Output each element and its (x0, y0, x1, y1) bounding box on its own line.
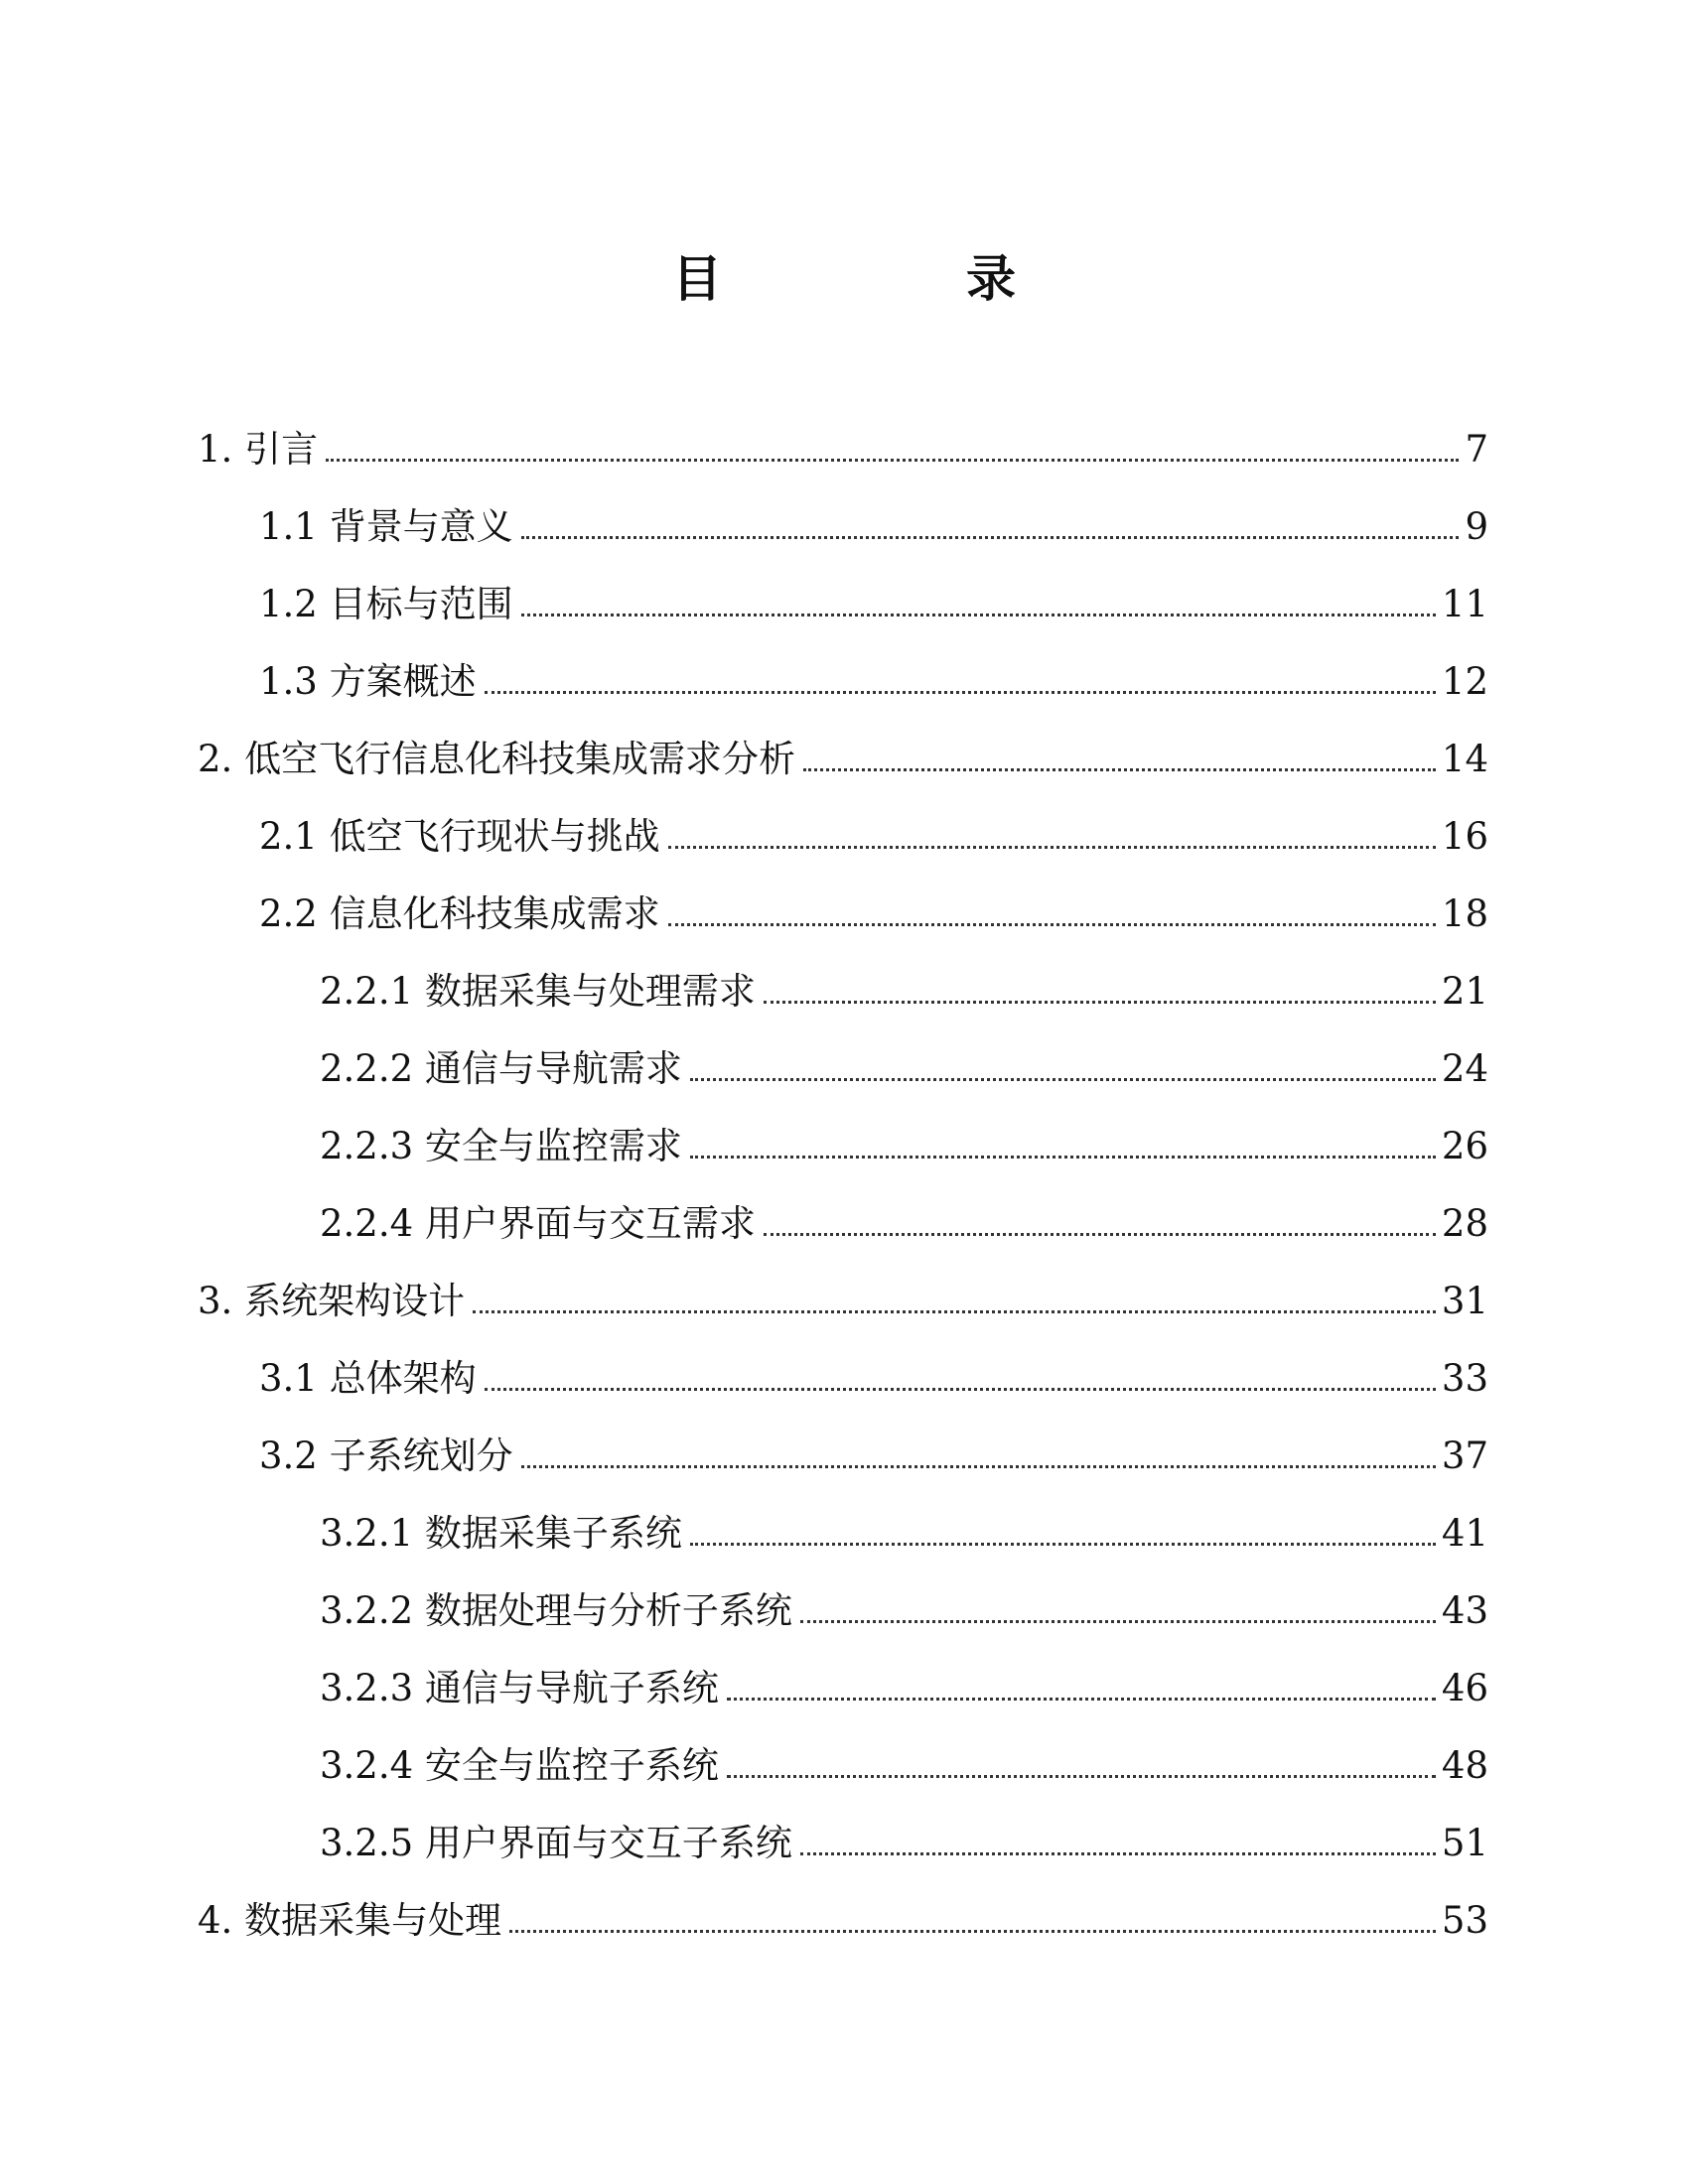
toc-page-number: 7 (1465, 428, 1488, 471)
toc-dot-leader (690, 1078, 1436, 1081)
toc-dot-leader (727, 1698, 1436, 1701)
toc-entry-text: 2. 低空飞行信息化科技集成需求分析 (198, 738, 796, 780)
toc-entry-text: 1.3 方案概述 (259, 660, 477, 703)
toc-dot-leader (803, 768, 1436, 771)
toc-dot-leader (668, 846, 1436, 849)
toc-entry[interactable] (198, 1495, 1488, 1572)
toc-entry-text: 2.2.4 用户界面与交互需求 (320, 1202, 756, 1245)
toc-dot-leader (509, 1930, 1436, 1933)
toc-entry-text: 4. 数据采集与处理 (198, 1899, 502, 1942)
toc-dot-leader (800, 1620, 1436, 1623)
toc-entry-text: 3.2.4 安全与监控子系统 (320, 1744, 719, 1787)
toc-page-number: 48 (1441, 1744, 1488, 1787)
toc-page-number: 12 (1441, 660, 1488, 703)
toc-entry[interactable] (198, 488, 1488, 566)
toc-dot-leader (668, 923, 1436, 926)
toc-page-number: 14 (1441, 738, 1488, 780)
toc-page-number: 11 (1441, 583, 1488, 625)
toc-entry-text: 3. 系统架构设计 (198, 1280, 466, 1322)
toc-entry-text: 3.2 子系统划分 (259, 1434, 513, 1477)
toc-page-number: 9 (1465, 505, 1488, 548)
toc-page-number: 51 (1441, 1822, 1488, 1864)
toc-dot-leader (800, 1852, 1436, 1855)
toc-entry-text: 2.2 信息化科技集成需求 (259, 892, 660, 935)
toc-entry[interactable] (198, 1805, 1488, 1882)
toc-dot-leader (764, 1233, 1436, 1236)
toc-dot-leader (521, 1465, 1436, 1468)
toc-page-number: 46 (1441, 1667, 1488, 1709)
toc-dot-leader (485, 1388, 1436, 1391)
toc-entry[interactable] (198, 1882, 1488, 1960)
toc-entry-text: 2.2.2 通信与导航需求 (320, 1047, 682, 1090)
toc-entry[interactable] (198, 953, 1488, 1030)
toc-dot-leader (690, 1156, 1436, 1159)
toc-entry[interactable] (198, 721, 1488, 798)
toc-dot-leader (485, 691, 1436, 694)
toc-page-number: 37 (1441, 1434, 1488, 1477)
toc-entry-text: 2.1 低空飞行现状与挑战 (259, 815, 660, 858)
toc-entry-text: 1.1 背景与意义 (259, 505, 513, 548)
toc-dot-leader (521, 536, 1460, 539)
toc-dot-leader (473, 1310, 1436, 1313)
toc-entry-text: 2.2.1 数据采集与处理需求 (320, 970, 756, 1013)
toc-entry[interactable] (198, 876, 1488, 953)
toc-dot-leader (690, 1543, 1436, 1546)
toc-entry[interactable] (198, 643, 1488, 721)
toc-entry-text: 3.2.2 数据处理与分析子系统 (320, 1589, 792, 1632)
toc-page-number: 41 (1441, 1512, 1488, 1555)
toc-entry[interactable] (198, 1263, 1488, 1340)
toc-entry[interactable] (198, 1418, 1488, 1495)
toc-entry-text: 1. 引言 (198, 428, 319, 471)
toc-entry[interactable] (198, 1108, 1488, 1185)
toc-dot-leader (521, 614, 1436, 616)
toc-page-number: 21 (1441, 970, 1488, 1013)
toc-dot-leader (764, 1001, 1436, 1004)
toc-entry-text: 3.2.1 数据采集子系统 (320, 1512, 682, 1555)
toc-entry[interactable] (198, 411, 1488, 488)
toc-entry-text: 3.1 总体架构 (259, 1357, 477, 1400)
toc-entry[interactable] (198, 1340, 1488, 1418)
toc-page-number: 18 (1441, 892, 1488, 935)
toc-entry[interactable] (198, 566, 1488, 643)
toc-entry[interactable] (198, 1030, 1488, 1108)
toc-page-number: 28 (1441, 1202, 1488, 1245)
toc-entry-text: 3.2.3 通信与导航子系统 (320, 1667, 719, 1709)
toc-entry[interactable] (198, 1727, 1488, 1805)
toc-dot-leader (326, 459, 1459, 462)
toc-page-number: 26 (1441, 1125, 1488, 1167)
toc-entry[interactable] (198, 1572, 1488, 1650)
toc-entry[interactable] (198, 1185, 1488, 1263)
toc-entry-text: 2.2.3 安全与监控需求 (320, 1125, 682, 1167)
toc-page-number: 24 (1441, 1047, 1488, 1090)
toc-page-number: 53 (1441, 1899, 1488, 1942)
toc-page-number: 16 (1441, 815, 1488, 858)
toc-page-number: 31 (1441, 1280, 1488, 1322)
toc-entry-text: 1.2 目标与范围 (259, 583, 513, 625)
toc-entry[interactable] (198, 798, 1488, 876)
toc-page-number: 43 (1441, 1589, 1488, 1632)
toc-dot-leader (727, 1775, 1436, 1778)
toc-list (198, 411, 1488, 1960)
toc-entry-text: 3.2.5 用户界面与交互子系统 (320, 1822, 792, 1864)
toc-title: 目 录 (672, 250, 1113, 308)
toc-page-number: 33 (1441, 1357, 1488, 1400)
toc-entry[interactable] (198, 1650, 1488, 1727)
